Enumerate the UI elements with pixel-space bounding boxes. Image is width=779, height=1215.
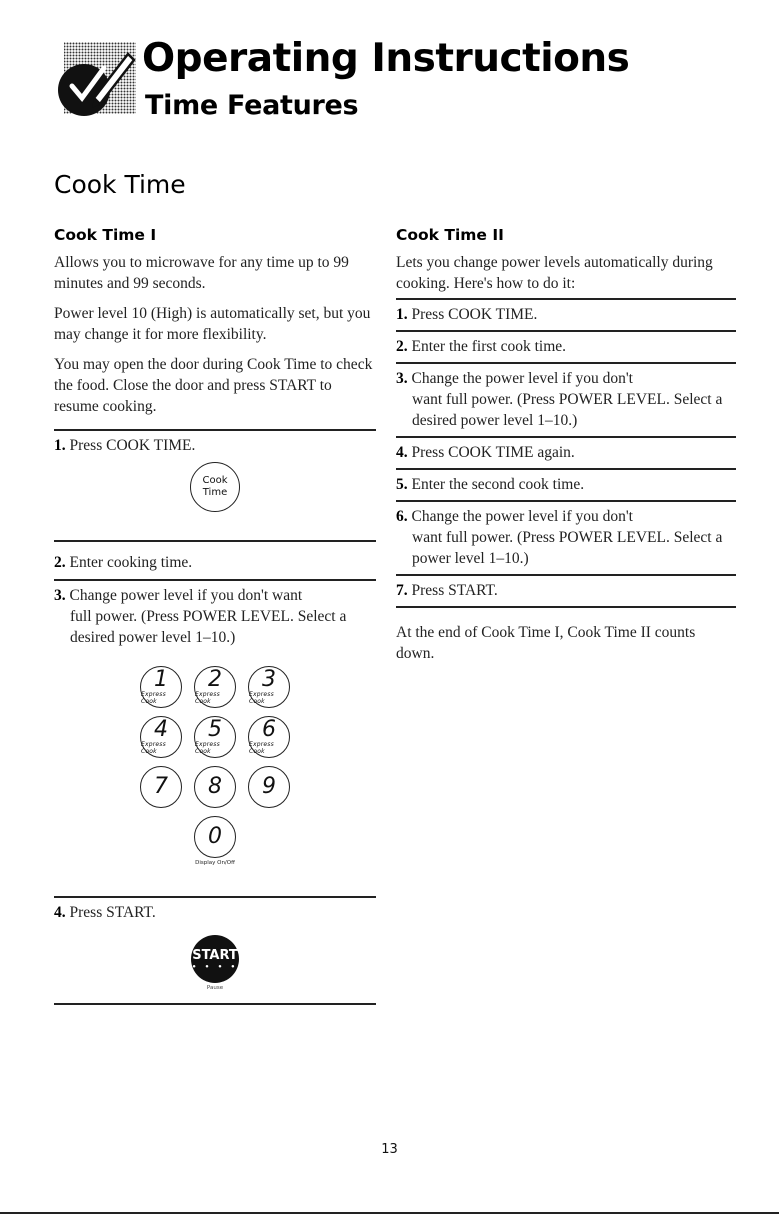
intro-text: Lets you change power levels automatically during cooking. Here's how to do it: <box>396 254 713 292</box>
step-text: Change power level if you don't want <box>69 587 303 604</box>
step-3 <box>396 364 736 438</box>
page-number: 13 <box>381 1142 398 1157</box>
step-1 <box>54 431 376 460</box>
start-button-dots: • • • • <box>191 963 239 971</box>
step-4 <box>396 438 736 470</box>
cook-time-button[interactable] <box>190 462 240 512</box>
divider <box>54 1003 376 1005</box>
cook-time-1-section <box>54 226 376 1005</box>
cook-time-button-label-1: Cook <box>202 475 228 486</box>
keypad-key-5[interactable]: 5 Express Cook <box>194 716 236 758</box>
keypad-key-6[interactable]: 6 Express Cook <box>248 716 290 758</box>
section-title: Cook Time <box>54 170 186 199</box>
keypad-key-3[interactable]: 3 Express Cook <box>248 666 290 708</box>
step-number: 7. <box>396 582 408 599</box>
step-number: 1. <box>396 306 408 323</box>
display-on-off-label: Display On/Off <box>195 860 235 866</box>
keypad-key-4[interactable]: 4 Express Cook <box>140 716 182 758</box>
step-number: 6. <box>396 508 408 525</box>
step-text: Press START. <box>411 582 498 599</box>
step-text: Press COOK TIME. <box>411 306 538 323</box>
step-number: 2. <box>54 554 66 571</box>
page-subtitle: Time Features <box>145 90 359 121</box>
step-text: Enter the first cook time. <box>411 338 567 355</box>
keypad-key-9[interactable]: 9 <box>248 766 290 808</box>
step-text: Change the power level if you don't <box>411 508 633 525</box>
start-button[interactable] <box>191 935 239 983</box>
cook-time-2-section <box>396 226 736 673</box>
step-7 <box>396 576 736 608</box>
step-number: 4. <box>396 444 408 461</box>
step-3 <box>54 581 376 652</box>
step-6 <box>396 502 736 576</box>
step-number: 5. <box>396 476 408 493</box>
paragraph: Allows you to microwave for any time up to 99 minutes and 99 seconds. <box>54 254 349 292</box>
step-number: 3. <box>54 587 66 604</box>
step-text-continued: want full power. (Press POWER LEVEL. Select a power level 1–10.) <box>412 529 723 567</box>
closing-note: At the end of Cook Time I, Cook Time II counts down. <box>396 624 696 662</box>
pencil-checkmark-icon <box>54 42 136 124</box>
step-text-continued: want full power. (Press POWER LEVEL. Select a desired power level 1–10.) <box>412 391 723 429</box>
step-text: Press COOK TIME. <box>69 437 196 454</box>
cook-time-1-heading: Cook Time I <box>54 226 157 244</box>
keypad-key-0[interactable]: 0 <box>194 816 236 858</box>
step-text: Enter cooking time. <box>69 554 193 571</box>
step-text: Press COOK TIME again. <box>411 444 575 461</box>
pause-label: Pause <box>206 985 224 991</box>
step-2 <box>396 332 736 364</box>
step-4 <box>54 898 376 927</box>
keypad-key-8[interactable]: 8 <box>194 766 236 808</box>
step-number: 4. <box>54 904 66 921</box>
step-1 <box>396 300 736 332</box>
step-text: Press START. <box>69 904 156 921</box>
step-text: Change the power level if you don't <box>411 370 633 387</box>
paragraph: You may open the door during Cook Time to check the food. Close the door and press START to resume cooking. <box>54 356 373 415</box>
keypad-key-1[interactable]: 1 Express Cook <box>140 666 182 708</box>
step-number: 3. <box>396 370 408 387</box>
paragraph: Power level 10 (High) is automatically set, but you may change it for more flexibility. <box>54 305 371 343</box>
keypad-key-7[interactable]: 7 <box>140 766 182 808</box>
step-number: 1. <box>54 437 66 454</box>
step-number: 2. <box>396 338 408 355</box>
step-5 <box>396 470 736 502</box>
keypad-key-2[interactable]: 2 Express Cook <box>194 666 236 708</box>
step-text-continued: full power. (Press POWER LEVEL. Select a desired power level 1–10.) <box>70 608 347 646</box>
step-text: Enter the second cook time. <box>411 476 585 493</box>
bottom-rule <box>0 1212 779 1214</box>
start-button-label: START <box>192 948 238 963</box>
cook-time-2-heading: Cook Time II <box>396 226 504 244</box>
cook-time-button-label-2: Time <box>202 487 228 498</box>
step-2 <box>54 542 376 579</box>
page-title: Operating Instructions <box>142 36 630 81</box>
number-keypad <box>140 666 290 866</box>
